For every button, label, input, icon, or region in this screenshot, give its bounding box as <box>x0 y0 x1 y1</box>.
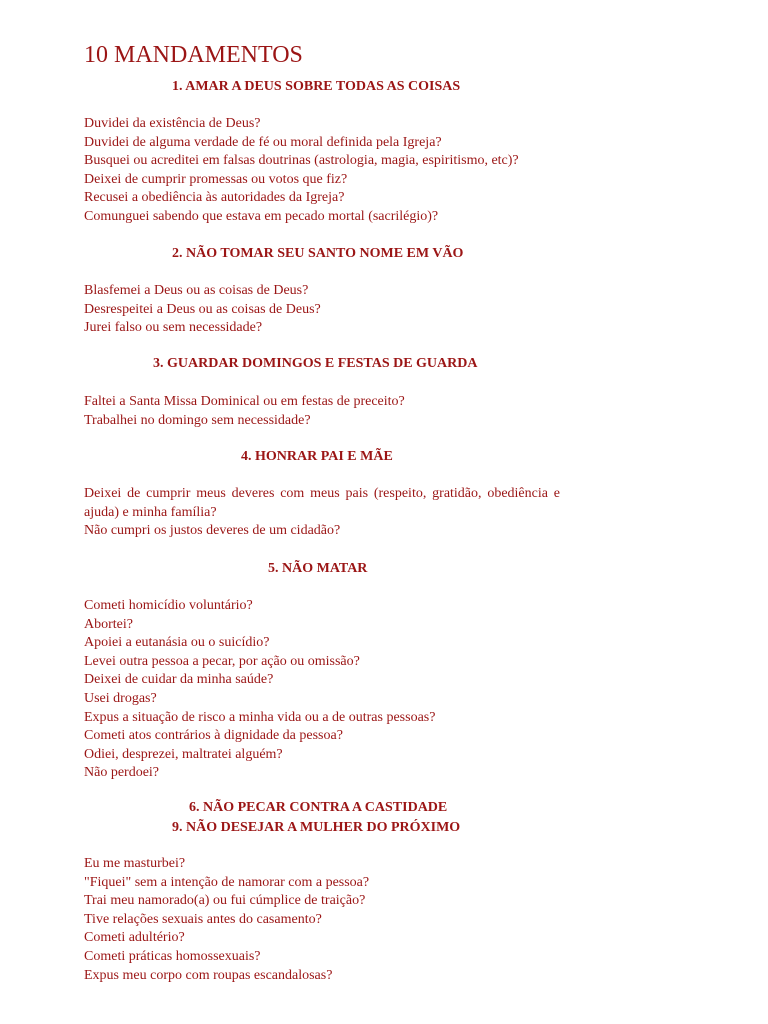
section-5-questions <box>84 597 574 783</box>
question-item: Comunguei sabendo que estava em pecado mortal (sacrilégio)? <box>84 208 439 224</box>
question-item: Trabalhei no domingo sem necessidade? <box>84 412 311 428</box>
question-item: Usei drogas? <box>84 690 157 706</box>
question-item: Deixei de cumprir promessas ou votos que fiz? <box>84 171 348 187</box>
question-item: Trai meu namorado(a) ou fui cúmplice de traição? <box>84 893 366 909</box>
question-item: Cometi homicídio voluntário? <box>84 598 253 613</box>
section-4-heading: 4. HONRAR PAI E MÃE <box>241 449 393 464</box>
question-item: Deixei de cumprir meus deveres com meus pais (respeito, gratidão, obediência e ajuda) e minha família? <box>84 486 560 520</box>
question-item: Cometi atos contrários à dignidade da pessoa? <box>84 728 343 744</box>
question-item: Eu me masturbei? <box>84 856 186 871</box>
section-4-questions <box>84 485 574 541</box>
question-item: Tive relações sexuais antes do casamento? <box>84 911 322 927</box>
question-item: Busquei ou acreditei em falsas doutrinas (astrologia, magia, espiritismo, etc)? <box>84 153 519 169</box>
question-item: Deixei de cuidar da minha saúde? <box>84 672 274 688</box>
question-item: Odiei, desprezei, maltratei alguém? <box>84 746 283 762</box>
section-6-heading: 6. NÃO PECAR CONTRA A CASTIDADE <box>189 800 448 815</box>
question-item: Duvidei de alguma verdade de fé ou moral definida pela Igreja? <box>84 134 442 150</box>
question-item: Jurei falso ou sem necessidade? <box>84 320 263 336</box>
question-item: Duvidei da existência de Deus? <box>84 116 261 131</box>
question-item: Blasfemei a Deus ou as coisas de Deus? <box>84 283 309 298</box>
question-item: Faltei a Santa Missa Dominical ou em festas de preceito? <box>84 394 405 409</box>
question-item: Apoiei a eutanásia ou o suicídio? <box>84 635 270 651</box>
section-2-questions <box>84 282 574 338</box>
section-3-heading: 3. GUARDAR DOMINGOS E FESTAS DE GUARDA <box>153 356 478 371</box>
question-item: Levei outra pessoa a pecar, por ação ou omissão? <box>84 653 360 669</box>
section-9-heading: 9. NÃO DESEJAR A MULHER DO PRÓXIMO <box>172 820 461 835</box>
question-item: Não cumpri os justos deveres de um cidadão? <box>84 523 341 539</box>
question-item: Cometi práticas homossexuais? <box>84 948 261 964</box>
question-item: Cometi adultério? <box>84 930 185 946</box>
section-5-heading: 5. NÃO MATAR <box>268 561 368 576</box>
section-1-questions <box>84 115 574 227</box>
section-6-questions <box>84 855 574 985</box>
question-item: Recusei a obediência às autoridades da Igreja? <box>84 190 345 206</box>
question-item: Abortei? <box>84 616 133 632</box>
section-1-heading: 1. AMAR A DEUS SOBRE TODAS AS COISAS <box>172 79 461 94</box>
question-item: Desrespeitei a Deus ou as coisas de Deus? <box>84 301 321 317</box>
document-title: 10 MANDAMENTOS <box>84 42 303 68</box>
question-item: Expus a situação de risco a minha vida ou a de outras pessoas? <box>84 709 436 725</box>
question-item: "Fiquei" sem a intenção de namorar com a pessoa? <box>84 874 370 890</box>
section-2-heading: 2. NÃO TOMAR SEU SANTO NOME EM VÃO <box>172 246 464 261</box>
section-3-questions <box>84 393 574 430</box>
question-item: Expus meu corpo com roupas escandalosas? <box>84 967 333 983</box>
question-item: Não perdoei? <box>84 765 160 781</box>
